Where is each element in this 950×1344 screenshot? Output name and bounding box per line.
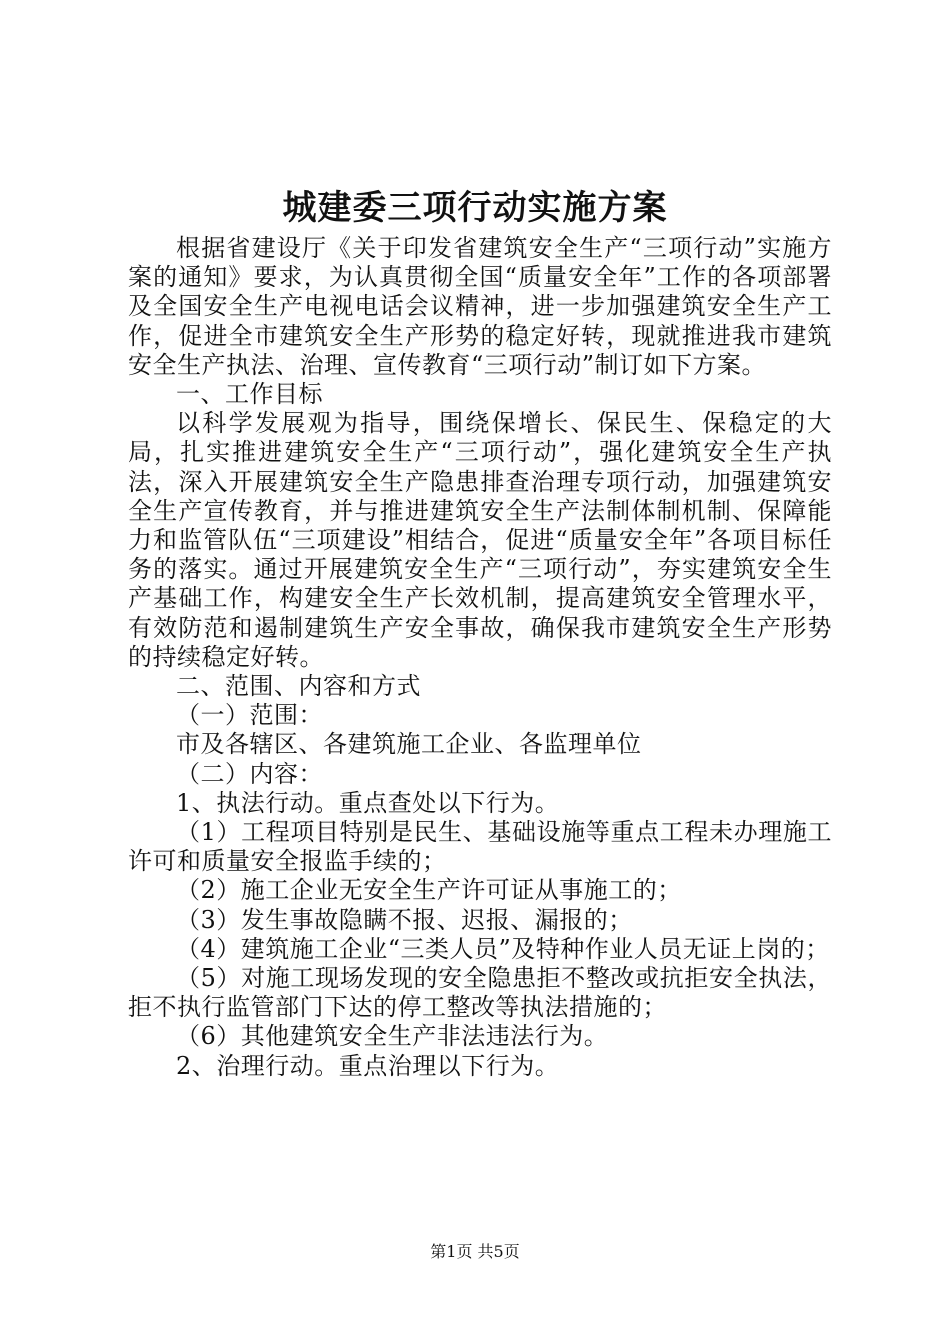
list-item-2: （2）施工企业无安全生产许可证从事施工的； xyxy=(176,876,682,905)
document-body xyxy=(128,234,832,1081)
heading-work-goal: 一、工作目标 xyxy=(176,380,323,409)
paragraph-intro: 根据省建设厅《关于印发省建筑安全生产“三项行动”实施方案的通知》要求，为认真贯彻全国“质量安全年”工作的各项部署及全国安全生产电视电话会议精神，进一步加强建筑安全生产工作，促进全市建筑安全生产形势的稳定好转，现就推进我市建筑安全生产执法、治理、宣传教育“三项行动”制订如下方案。 xyxy=(128,234,832,379)
subheading-scope: （一）范围： xyxy=(176,701,323,730)
item-governance-action: 2、治理行动。重点治理以下行为。 xyxy=(176,1051,560,1080)
list-item-3: （3）发生事故隐瞒不报、迟报、漏报的； xyxy=(176,905,633,934)
paragraph-work-goal: 以科学发展观为指导，围绕保增长、保民生、保稳定的大局，扎实推进建筑安全生产“三项行动”，强化建筑安全生产执法，深入开展建筑安全生产隐患排查治理专项行动，加强建筑安全生产宣传教育，并与推进建筑安全生产法制体制机制、保障能力和监管队伍“三项建设”相结合，促进“质量安全年”各项目标任务的落实。通过开展建筑安全生产“三项行动”，夯实建筑安全生产基础工作，构建安全生产长效机制，提高建筑安全管理水平，有效防范和遏制建筑生产安全事故，确保我市建筑安全生产形势的持续稳定好转。 xyxy=(128,409,832,671)
subheading-content: （二）内容： xyxy=(176,759,323,788)
item-enforcement-action: 1、执法行动。重点查处以下行为。 xyxy=(176,788,560,817)
list-item-4: （4）建筑施工企业“三类人员”及特种作业人员无证上岗的； xyxy=(176,934,830,963)
list-item-1: （1）工程项目特别是民生、基础设施等重点工程未办理施工许可和质量安全报监手续的； xyxy=(128,818,832,876)
page-number: 第1页 共5页 xyxy=(430,1242,520,1261)
list-item-5: （5）对施工现场发现的安全隐患拒不整改或抗拒安全执法，拒不执行监管部门下达的停工整改等执法措施的； xyxy=(128,964,832,1022)
heading-scope-content: 二、范围、内容和方式 xyxy=(176,672,421,701)
paragraph-scope: 市及各辖区、各建筑施工企业、各监理单位 xyxy=(176,730,642,759)
document-title: 城建委三项行动实施方案 xyxy=(282,188,668,228)
list-item-6: （6）其他建筑安全生产非法违法行为。 xyxy=(176,1022,609,1051)
